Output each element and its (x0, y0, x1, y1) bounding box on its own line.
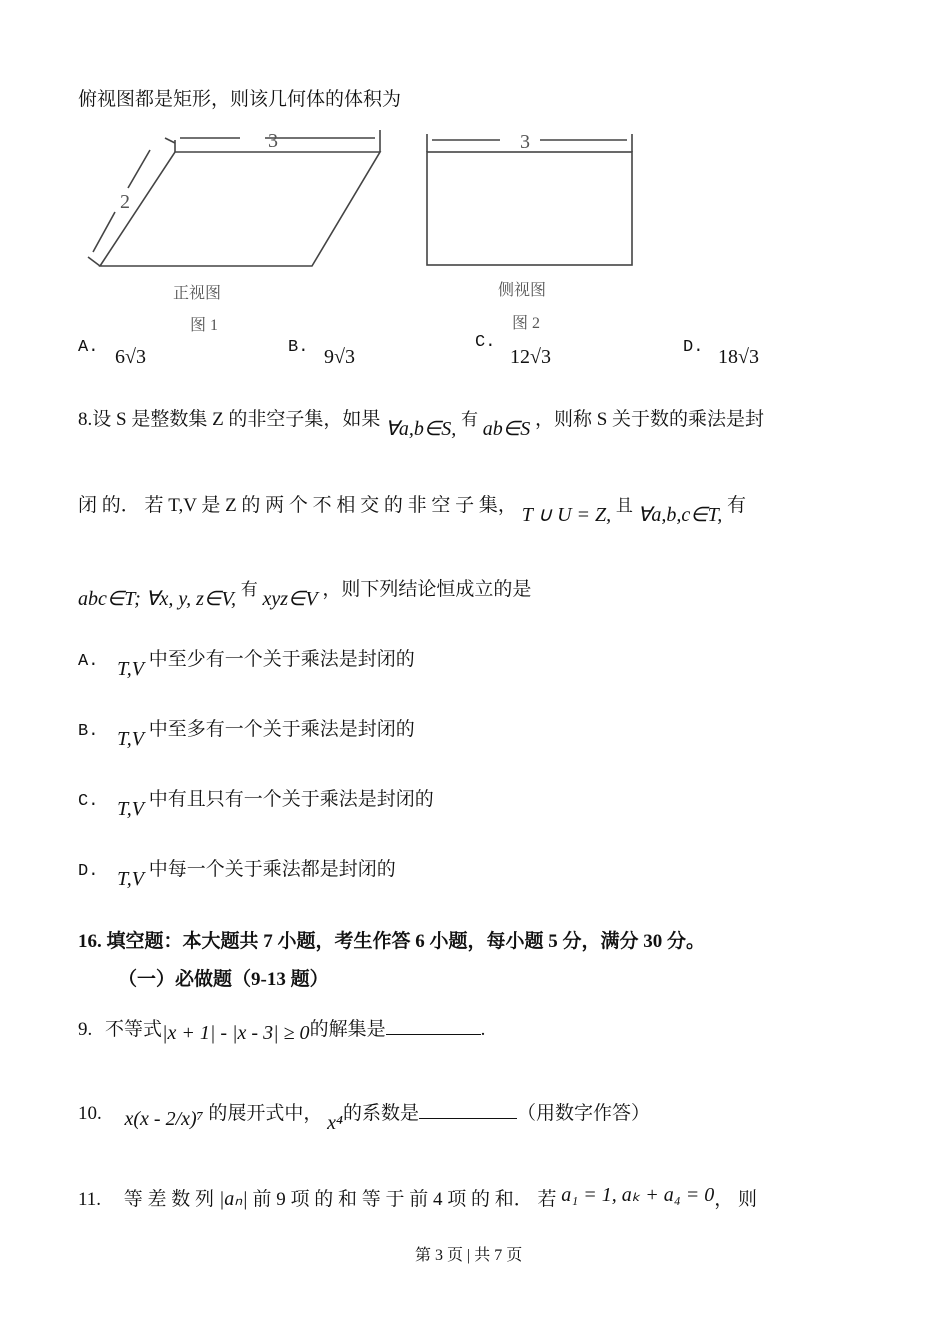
q10-math: x(x - 2/x)⁷ (124, 1108, 204, 1130)
q11-math: a₁ = 1, aₖ + a₄ = 0 (561, 1184, 715, 1206)
question-number: 11. (78, 1189, 102, 1210)
q8-math: xyz∈V (262, 588, 318, 610)
fig1-caption: 图 1 (190, 317, 219, 334)
q7-option-d-value: 18√3 (718, 346, 759, 368)
q8-text: 闭 的． 若 T,V 是 Z 的 两 个 不 相 交 的 非 空 子 集， (78, 495, 517, 516)
q7-option-d-label: D. (683, 338, 704, 357)
side-view-rectangle (427, 152, 632, 265)
option-math: T,V (117, 658, 145, 680)
option-label: C. (78, 792, 99, 811)
q8-line2 (78, 490, 747, 526)
section-subheading: （一）必做题（9-13 题） (118, 969, 329, 990)
q11-math: |aₙ| (218, 1188, 248, 1210)
q8-math: T ∪ U = Z, (521, 504, 612, 526)
q8-text: 有 (461, 410, 479, 429)
q7-text-tail: 俯视图都是矩形，则该几何体的体积为 (78, 89, 402, 110)
question-number: 9. (78, 1019, 93, 1040)
answer-blank[interactable] (386, 1016, 481, 1035)
q8-text: 有 (240, 580, 258, 599)
option-label: A. (78, 652, 99, 671)
option-text: 中至多有一个关于乘法是封闭的 (148, 719, 415, 740)
fig2-width-label: 3 (520, 131, 530, 153)
q8-line3 (78, 574, 532, 610)
front-view-parallelogram (100, 152, 380, 266)
q11-text: 前 9 项 的 和 等 于 前 4 项 的 和． 若 (252, 1189, 557, 1210)
q9-period: . (480, 1019, 486, 1040)
fig2-view-label: 侧视图 (498, 282, 547, 299)
q8-option-c (78, 784, 434, 820)
q8-line1 (78, 404, 765, 440)
q7-option-b-label: B. (288, 338, 309, 357)
q9 (78, 1014, 486, 1044)
fig2-caption: 图 2 (512, 315, 541, 332)
q7-option-c-label: C. (475, 333, 496, 352)
q8-math: ab∈S (482, 418, 531, 440)
q8-text: 且 (615, 496, 633, 515)
q8-text: 有 (727, 495, 747, 516)
fig1-side-label: 2 (120, 191, 130, 213)
q10-text: （用数字作答） (517, 1103, 651, 1124)
q10-text: 的系数是 (342, 1103, 419, 1124)
q7-option-c-value: 12√3 (510, 346, 551, 368)
q7-option-b-value: 9√3 (324, 346, 355, 368)
q9-text: 的解集是 (309, 1019, 386, 1040)
q8-option-b (78, 714, 415, 750)
fig1-width-label: 3 (268, 130, 278, 152)
q8-math: ∀a,b∈S, (385, 418, 457, 440)
option-text: 中至少有一个关于乘法是封闭的 (148, 649, 415, 670)
q9-text: 不等式 (105, 1019, 163, 1040)
question-number: 10. (78, 1103, 102, 1124)
q8-math: ∀a,b,c∈T, (637, 504, 723, 526)
q8-text: ，则下列结论恒成立的是 (322, 579, 532, 600)
option-label: D. (78, 862, 99, 881)
q11-text: 等 差 数 列 (123, 1189, 215, 1210)
option-math: T,V (117, 868, 145, 890)
option-math: T,V (117, 798, 145, 820)
q7-option-a-label: A. (78, 338, 99, 357)
option-text: 中每一个关于乘法都是封闭的 (148, 859, 396, 880)
q9-math: |x + 1| - |x - 3| ≥ 0 (162, 1022, 310, 1044)
page-footer: 第 3 页 | 共 7 页 (415, 1247, 523, 1264)
q8-text: ，则称 S 关于数的乘法是封 (534, 409, 765, 430)
q10-text: 的展开式中， (208, 1103, 323, 1124)
q8-math: abc∈T; ∀x, y, z∈V, (78, 588, 236, 610)
q8-text: 8.设 S 是整数集 Z 的非空子集，如果 (78, 409, 381, 430)
option-text: 中有且只有一个关于乘法是封闭的 (148, 789, 434, 810)
q11 (78, 1184, 757, 1211)
option-label: B. (78, 722, 99, 741)
q10 (78, 1098, 651, 1134)
q7-three-view-figure (0, 0, 950, 360)
fig1-view-label: 正视图 (173, 285, 222, 302)
section-heading: 16. 填空题：本大题共 7 小题，考生作答 6 小题，每小题 5 分，满分 30 分。 (78, 931, 706, 952)
q10-math: x⁴ (327, 1112, 343, 1134)
q7-option-a-value: 6√3 (115, 346, 146, 368)
q8-option-d (78, 854, 396, 890)
q11-text: ， 则 (714, 1189, 757, 1210)
answer-blank[interactable] (419, 1100, 517, 1119)
option-math: T,V (117, 728, 145, 750)
q8-option-a (78, 644, 415, 680)
